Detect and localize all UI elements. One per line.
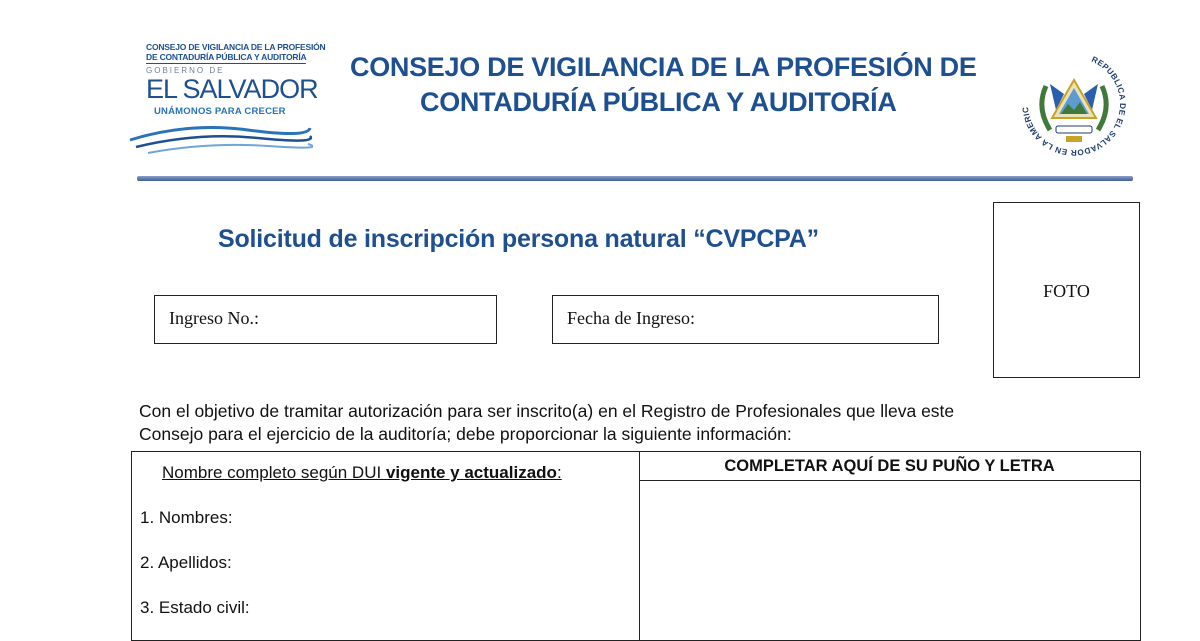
fecha-ingreso-field[interactable]: [552, 295, 939, 344]
header-title-line1: CONSEJO DE VIGILANCIA DE LA PROFESIÓN DE: [350, 52, 977, 82]
completar-heading: COMPLETAR AQUÍ DE SU PUÑO Y LETRA: [724, 457, 1055, 475]
header-divider: [137, 176, 1133, 181]
logo-waves-icon: [128, 120, 313, 155]
logo-consejo-line2: DE CONTADURÍA PÚBLICA Y AUDITORÍA: [146, 52, 307, 62]
photo-label: FOTO: [1043, 281, 1090, 301]
row-label-estado-civil: 3. Estado civil:: [140, 598, 250, 617]
logo-consejo-line1: CONSEJO DE VIGILANCIA DE LA PROFESIÓN: [146, 42, 326, 52]
coat-of-arms-icon: [1016, 46, 1132, 162]
national-seal: [1016, 46, 1132, 162]
table-header-divider: [639, 480, 1140, 481]
logo-divider: [146, 63, 306, 64]
seal-text: REPUBLICA DE EL SALVADOR EN LA AMERIC: [1020, 54, 1128, 158]
nombre-heading-end: :: [556, 463, 562, 482]
nombre-completo-heading: [162, 463, 562, 483]
logo-el-salvador-text: EL SALVADOR: [146, 74, 318, 104]
logo-tagline: UNÁMONOS PARA CRECER: [154, 106, 286, 117]
header-title-line2: CONTADURÍA PÚBLICA Y AUDITORÍA: [420, 87, 897, 117]
ingreso-no-field[interactable]: [154, 295, 497, 344]
row-label-nombres: 1. Nombres:: [140, 508, 233, 527]
nombre-heading-bold: vigente y actualizado: [385, 463, 557, 482]
fecha-ingreso-label: Fecha de Ingreso:: [567, 308, 695, 328]
logo-gobierno-text: GOBIERNO DE: [146, 66, 225, 75]
photo-box: [993, 202, 1140, 378]
row-label-apellidos: 2. Apellidos:: [140, 553, 232, 572]
intro-text-line2: Consejo para el ejercicio de la auditoría; debe proporcionar la siguiente información:: [139, 424, 792, 444]
personal-data-table: [131, 451, 1141, 641]
cvpcpa-gobierno-logo: [128, 40, 326, 155]
intro-text-line1: Con el objetivo de tramitar autorización para ser inscrito(a) en el Registro de Profesionales que lleva este: [139, 401, 955, 421]
ingreso-no-label: Ingreso No.:: [169, 308, 259, 328]
form-title: Solicitud de inscripción persona natural “CVPCPA”: [218, 225, 819, 253]
nombre-heading-plain: Nombre completo según DUI: [162, 463, 386, 482]
